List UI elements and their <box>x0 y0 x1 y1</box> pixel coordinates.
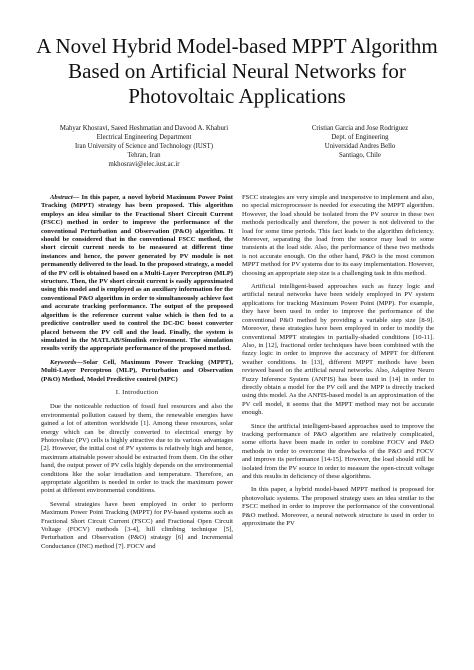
keywords-label: Keywords— <box>50 358 83 366</box>
author-block-right <box>300 125 420 161</box>
author-block-left <box>40 125 248 170</box>
left-column <box>41 194 233 556</box>
keywords-text: Solar Cell, Maximum Power Tracking (MPPT), Multi-Layer Perceptron (MLP), Perturbation and Observation (P&O) Method, Model Predictive control (MPC) <box>41 358 233 383</box>
body-paragraph-1: FSCC strategies are very simple and inexpensive to implement and also, no special microprocessor is needed for executing the MPPT algorithm. However, the load should be isolated from the PV source in these two methods periodically and therefore, the power is not delivered to the load for some time periods. This fact leads to the algorithm deficiency. Moreover, separating the load from the source may lead to some transients at the load side. Also, the performance of these two methods is not accurate enough. On the other hand, P&O is the most common MPPT method for PV systems due to its easy implementation. However, choosing an appropriate step size is a challenging task in this method. <box>242 194 434 277</box>
body-paragraph-4: In this paper, a hybrid model-based MPPT method is proposed for photovoltaic systems. The proposed strategy uses an idea similar to the FSCC method in order to improve the performance of the conventional P&O method. Moreover, a neural network structure is used in order to approximate the PV <box>242 486 434 528</box>
body-paragraph-2: Artificial intelligent-based approaches such as fuzzy logic and artificial neural networks have been widely employed in PV system applications for tracking Maximum Power Point (MPP). For example, they have been used in order to improve the performance of the conventional P&O method by providing a variable step size [8-9]. Moreover, these strategies have been employed in order to modify the conventional MPPT strategies in partially-shaded conditions [10-11]. Also, in [12], fractional order techniques have been combined with the fuzzy logic in order to improve the accuracy of MPPT for different weather conditions. In [13], different MPPT methods have been reviewed based on the artificial neural networks. Also, Adaptive Neuro Fuzzy Inference System (ANFIS) has been used in [14] in order to directly obtain a model for the PV cell and the MPP is directly tracked using this model. As the ANFIS-based model is an approximation of the PV cell model, it seems that the MPPT method may not be accurate enough. <box>242 283 434 417</box>
author-university: Universidad Andres Bello <box>324 142 396 150</box>
body-paragraph-3: Since the artificial intelligent-based approaches used to improve the tracking performance of P&O algorithm are relatively complicated, some efforts have been made in order to combine FOCV and P&O methods in order to overcome the drawbacks of the P&O and FOCV and improve its performance [14-15]. However, the load should still be isolated from the PV source in order to measure the open-circuit voltage and this results in deficiency of these algorithms. <box>242 422 434 480</box>
intro-paragraph-2: Several strategies have been employed in order to perform Maximum Power Point Tracking (MPPT) for PV-based systems such as Fractional Short Circuit Current (FSCC) and Fractional Open Circuit Voltage (FOCV) methods [3-4], hill climbing technique [5], Perturbation and Observation (P&O) strategy [6] and Incremental Conductance (INC) method [7]. FOCV and <box>41 500 233 550</box>
author-names: Mahyar Khosravi, Saeed Heshmatian and Davood A. Khaburi <box>59 125 229 132</box>
right-column <box>242 194 434 533</box>
author-names: Cristian Garcia and Jose Rodriguez <box>311 125 409 132</box>
keywords <box>41 359 233 384</box>
author-city: Tehran, Iran <box>127 151 161 159</box>
author-department: Electrical Engineering Department <box>96 133 192 141</box>
paper-title: A Novel Hybrid Model-based MPPT Algorithm Based on Artificial Neural Networks for Photovoltaic Applications <box>36 34 438 108</box>
author-university: Iran University of Science and Technology (IUST) <box>75 142 213 150</box>
abstract-text: In this paper, a novel hybrid Maximum Power Point Tracking (MPPT) strategy has been proposed. This algorithm employs an idea similar to the Fractional Short Circuit Current (FSCC) method in order to improve the performance of the conventional Perturbation and Observation (P&O) algorithm. It should be considered that in the conventional FSCC method, the short circuit current needs to be measured at different time instances and hence, the power generated by PV module is not permanently delivered to the load. In the proposed strategy, a model of the PV cell is obtained based on a Multi-Layer Perceptron (MLP) structure. Then, the PV short circuit current is easily approximated using this model and is employed as an auxiliary information for the conventional P&O algorithm in order to simultaneously achieve fast and accurate tracking performance. The output of the proposed algorithm is the reference current value which is then fed to a predictive controller used to control the DC-DC boost converter placed between the PV cell and the load. Finally, the system is simulated in the MATLAB/Simulink environment. The simulation results verify the appropriate performance of the proposed method. <box>41 194 233 353</box>
section-heading-introduction: I. Introduction <box>115 388 159 396</box>
author-city: Santiago, Chile <box>339 151 381 159</box>
author-email: mkhosravi@elec.iust.ac.ir <box>108 160 180 168</box>
intro-paragraph-1: Due the noticeable reduction of fossil fuel resources and also the environmental pollution caused by them, the renewable energies have gained a lot of attention worldwide [1]. Among these resources, solar energy which can be directly converted to electrical energy by Photovoltaic (PV) cells is highly attractive due to its various advantages [2]. However, the initial cost of PV systems is relatively high and hence, maximum attainable power should be extracted from them. On the other hand, the output power of PV cells highly depends on the environmental conditions like the solar irradiation and temperature. Therefore, an appropriate algorithm is needed in order to track the maximum power point at different environmental conditions. <box>41 403 233 495</box>
abstract <box>41 194 233 354</box>
author-department: Dept. of Engineering <box>331 133 389 141</box>
abstract-label: Abstract— <box>50 194 80 201</box>
